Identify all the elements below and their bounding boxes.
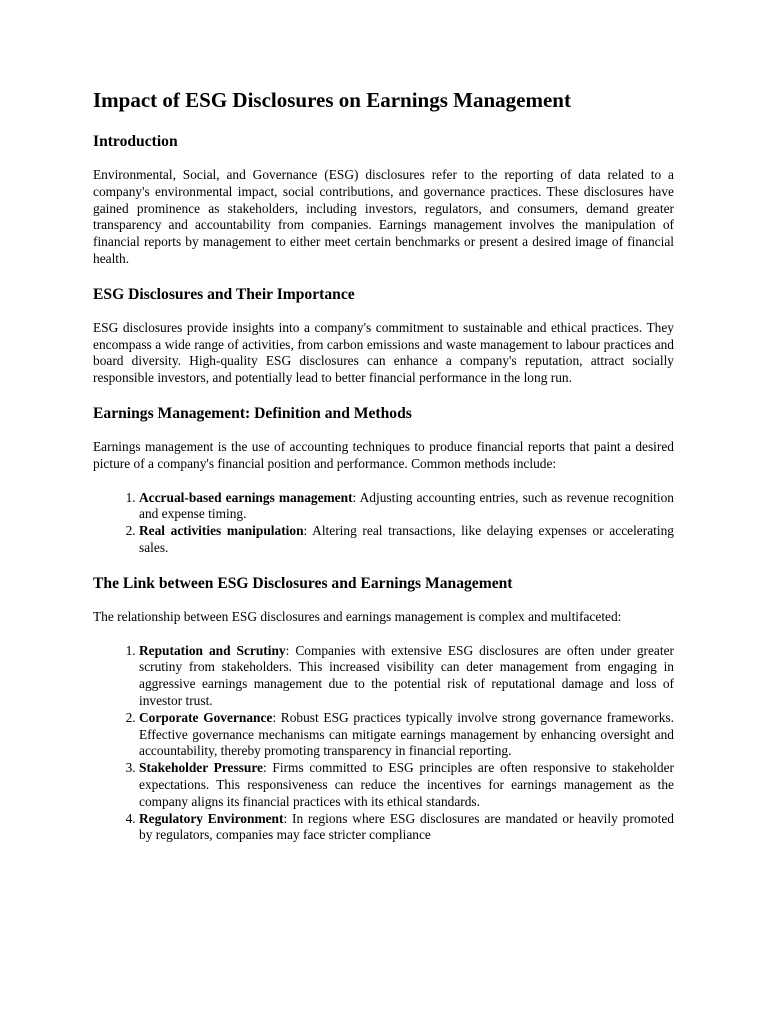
list-item-term: Regulatory Environment [139,810,284,826]
list-item-text: : In regions where ESG disclosures are mandated or heavily promoted by regulators, companies may face stricter compliance [139,810,674,843]
section-heading-introduction: Introduction [93,133,178,150]
link-factors-list [93,643,674,845]
list-item [139,811,674,845]
list-item-term: Corporate Governance [139,709,273,725]
link-paragraph: The relationship between ESG disclosures and earnings management is complex and multifaceted: [93,608,622,624]
list-item [139,710,674,760]
list-item [139,523,674,557]
list-item-text: : Altering real transactions, like delaying expenses or accelerating sales. [139,523,674,555]
list-item-text: : Robust ESG practices typically involve strong governance frameworks. Effective governance mechanisms can mitigate earnings management by enhancing oversight and accountability, thereby promoting transparency in financial reporting. [139,709,674,759]
list-item-term: Stakeholder Pressure [139,760,263,776]
methods-list [93,490,674,557]
list-item [139,643,674,710]
document-title: Impact of ESG Disclosures on Earnings Management [93,88,571,112]
list-item-term: Reputation and Scrutiny [139,642,286,658]
list-item [139,490,674,524]
list-item-term: Accrual-based earnings management [139,489,353,505]
introduction-paragraph: Environmental, Social, and Governance (ESG) disclosures refer to the reporting of data related to a company's environmental impact, social contributions, and governance practices. These disclosures have gained prominence as stakeholders, including investors, regulators, and consumers, demand greater transparency and accountability from companies. Earnings management involves the manipulation of financial reports by management to either meet certain benchmarks or present a desired image of financial health. [93,167,674,266]
list-item [139,760,674,810]
esg-importance-paragraph: ESG disclosures provide insights into a company's commitment to sustainable and ethical practices. They encompass a wide range of activities, from carbon emissions and waste management to labour practices and board diversity. High-quality ESG disclosures can enhance a company's reputation, attract socially responsible investors, and potentially lead to better financial performance in the long run. [93,319,674,386]
list-item-text: : Companies with extensive ESG disclosures are often under greater scrutiny from stakeholders. This increased visibility can deter management from engaging in aggressive earnings management due to the potential risk of reputational damage and loss of investor trust. [139,642,675,708]
list-item-term: Real activities manipulation [139,523,304,539]
section-heading-link: The Link between ESG Disclosures and Earnings Management [93,574,513,592]
section-heading-earnings-management: Earnings Management: Definition and Methods [93,404,412,422]
list-item-text: : Adjusting accounting entries, such as revenue recognition and expense timing. [139,489,674,522]
list-item-text: : Firms committed to ESG principles are often responsive to stakeholder expectations. This responsiveness can reduce the incentives for earnings management as the company aligns its financial practices with its ethical standards. [139,760,674,809]
earnings-management-paragraph: Earnings management is the use of accounting techniques to produce financial reports that paint a desired picture of a company's financial position and performance. Common methods include: [93,438,674,471]
section-heading-esg-importance: ESG Disclosures and Their Importance [93,285,355,303]
